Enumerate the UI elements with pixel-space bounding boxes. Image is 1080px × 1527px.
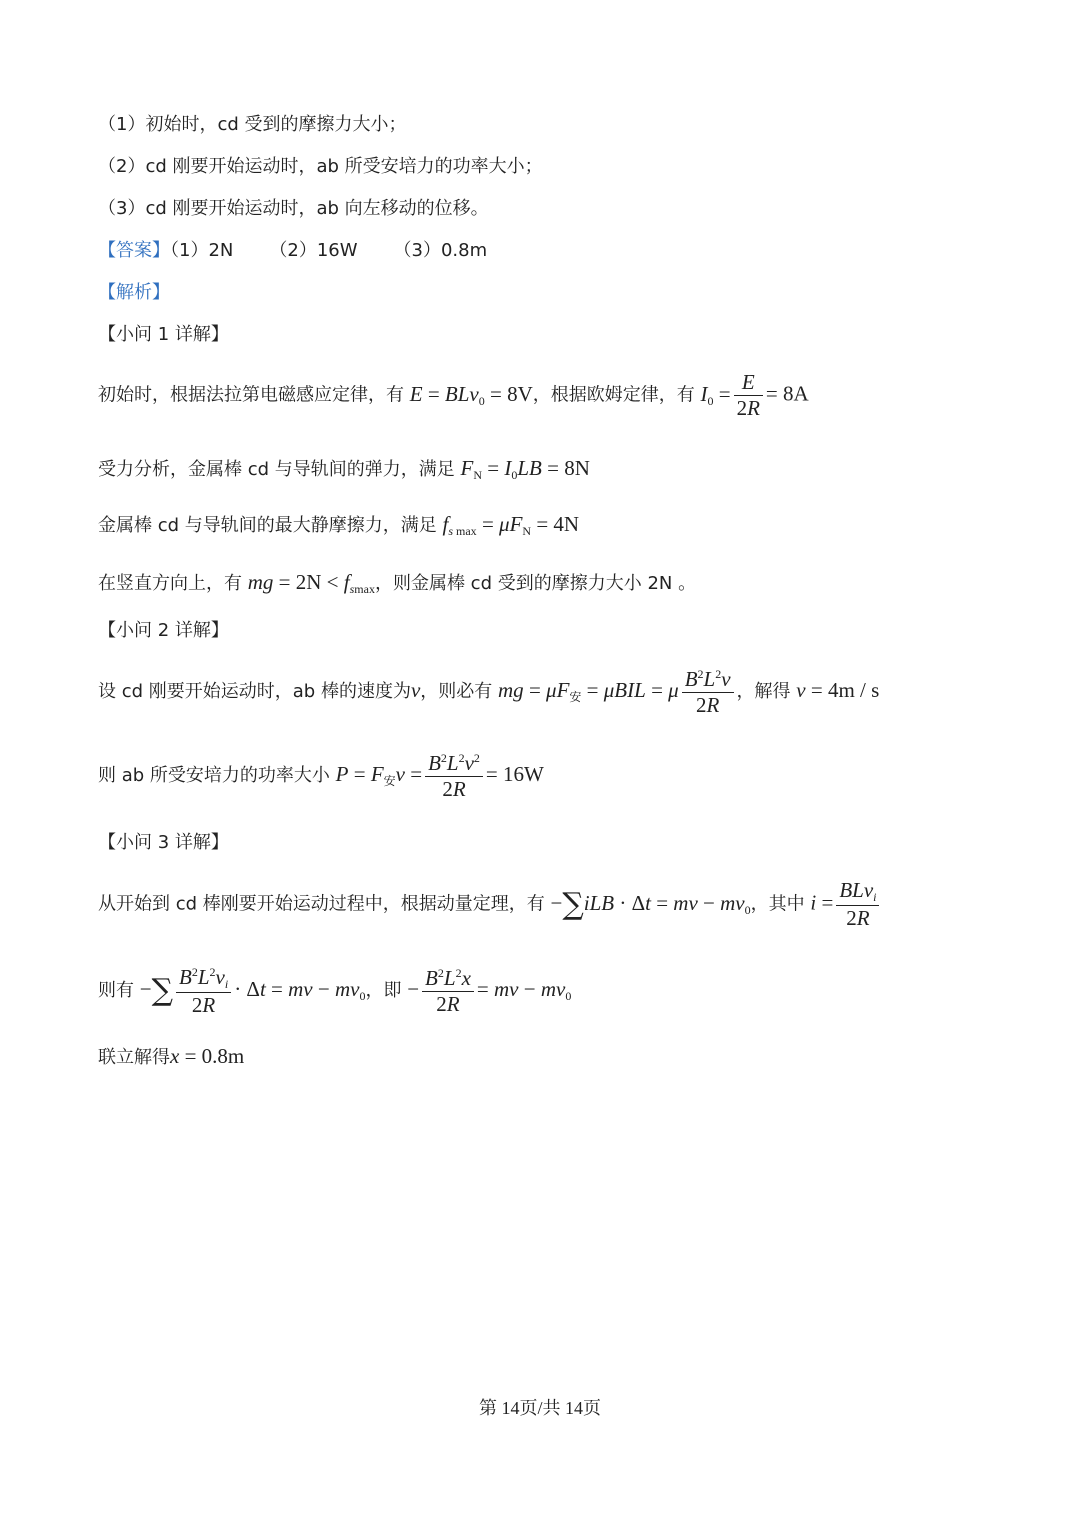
part1-heading: 【小问 1 详解】 — [98, 324, 229, 345]
part2-line2: 则 ab 所受安培力的功率大小 $P = F_安v$ = $\frac{B^2L^2v^2}{2R}$ = 16W — [98, 751, 544, 801]
part1-line4-text1: 在竖直方向上，有 — [98, 573, 242, 594]
part1-line4-text2: ，则金属棒 cd 受到的摩擦力大小 2N 。 — [374, 573, 697, 594]
displacement-equation: − — [407, 977, 420, 1001]
part1-line2-text: 受力分析，金属棒 cd 与导轨间的弹力，满足 — [98, 459, 455, 480]
part2-heading: 【小问 2 详解】 — [98, 620, 229, 641]
part1-line1-text1: 初始时，根据法拉第电磁感应定律，有 — [98, 384, 404, 406]
force-balance-formula: mg = $\mu F_安 = \mu BIL = \mu$ — [498, 678, 679, 704]
part3-line2-text2: ，即 — [365, 980, 402, 1001]
question-1: （1）初始时，cd 受到的摩擦力大小； — [98, 114, 407, 135]
answer-label: 【答案】 — [98, 240, 170, 261]
part3-heading: 【小问 3 详解】 — [98, 832, 229, 853]
displacement-result: x = 0.8m — [170, 1044, 245, 1068]
displacement-fraction: $\frac{B^2L^2x}{2R}$ — [422, 967, 474, 1015]
power-formula: $P = F_安v$ = — [335, 762, 423, 788]
part3-line1 — [98, 880, 882, 929]
part1-line3-text: 金属棒 cd 与导轨间的最大静摩擦力，满足 — [98, 515, 437, 536]
velocity-result: v = 4m / s — [796, 678, 880, 702]
answer-line — [98, 242, 487, 260]
current-fraction: $\frac{E}{2R}$ — [734, 372, 763, 419]
part2-line1-text1: 设 cd 刚要开始运动时，ab 棒的速度为 — [98, 681, 411, 702]
analysis-label: 【解析】 — [98, 282, 170, 303]
part3-line3 — [98, 1046, 244, 1067]
sum-fraction: $\frac{B^2L^2v_i}{2R}$ — [176, 966, 231, 1016]
induced-current-fraction: $\frac{BLv_i}{2R}$ — [836, 880, 879, 929]
gravity-formula: mg = $2N < f_{smax}$ — [247, 570, 375, 596]
question-2: （2）cd 刚要开始运动时，ab 所受安培力的功率大小； — [98, 156, 543, 177]
emf-formula: E = BLv$_0$ = 8V — [409, 381, 533, 408]
part3-line3-text: 联立解得 — [98, 1047, 170, 1068]
question-3: （3）cd 刚要开始运动时，ab 向左移动的位移。 — [98, 198, 489, 219]
part2-line1-text3: ，解得 — [736, 681, 791, 702]
answer-2: （2）16W — [269, 240, 358, 261]
induced-current-formula: i = — [810, 890, 834, 915]
part1-line3 — [98, 514, 579, 537]
part3-line2-text1: 则有 — [98, 980, 134, 1001]
force-balance-fraction: $\frac{B^2L^2v}{2R}$ — [682, 668, 734, 716]
part3-line2: 则有 −∑ $\frac{B^2L^2v_i}{2R}$ · Δt = mv − $mv_0$，即 − $\frac{B^2L^2x}{2R}$ = mv − $mv_0$ — [98, 965, 572, 1017]
answer-3: （3）0.8m — [393, 240, 488, 261]
part2-line1-text2: ，则必有 — [420, 681, 493, 702]
answer-1: （1）2N — [170, 240, 234, 261]
part2-line2-text: 则 ab 所受安培力的功率大小 — [98, 765, 330, 786]
page-footer: 第 14页/共 14页 — [478, 1398, 601, 1418]
power-fraction: $\frac{B^2L^2v^2}{2R}$ — [425, 752, 483, 800]
part2-line1 — [98, 668, 879, 716]
part3-line1-text2: ，其中 — [750, 893, 805, 915]
current-formula: $I_0$ = — [700, 381, 731, 408]
part1-line1-text2: ，根据欧姆定律，有 — [532, 384, 695, 406]
part1-line1: 初始时，根据法拉第电磁感应定律，有 E = BLv$_0$ = 8V，根据欧姆定律，有 $I_0$ = $\frac{E}{2R}$ = 8A — [98, 370, 809, 420]
normal-force-formula: $F_N = I_0LB = 8N$ — [460, 456, 590, 482]
momentum-formula: −∑iLB · Δt = mv − $mv_0$ — [550, 886, 751, 922]
sum-formula: −∑ — [139, 973, 173, 1009]
part3-line1-text1: 从开始到 cd 棒刚要开始运动过程中，根据动量定理，有 — [98, 893, 545, 915]
part1-line2 — [98, 458, 590, 481]
velocity-symbol: v — [410, 678, 421, 702]
part1-line4 — [98, 572, 696, 595]
max-friction-formula: $f_{s max} = \mu F_N = 4N$ — [442, 512, 580, 538]
